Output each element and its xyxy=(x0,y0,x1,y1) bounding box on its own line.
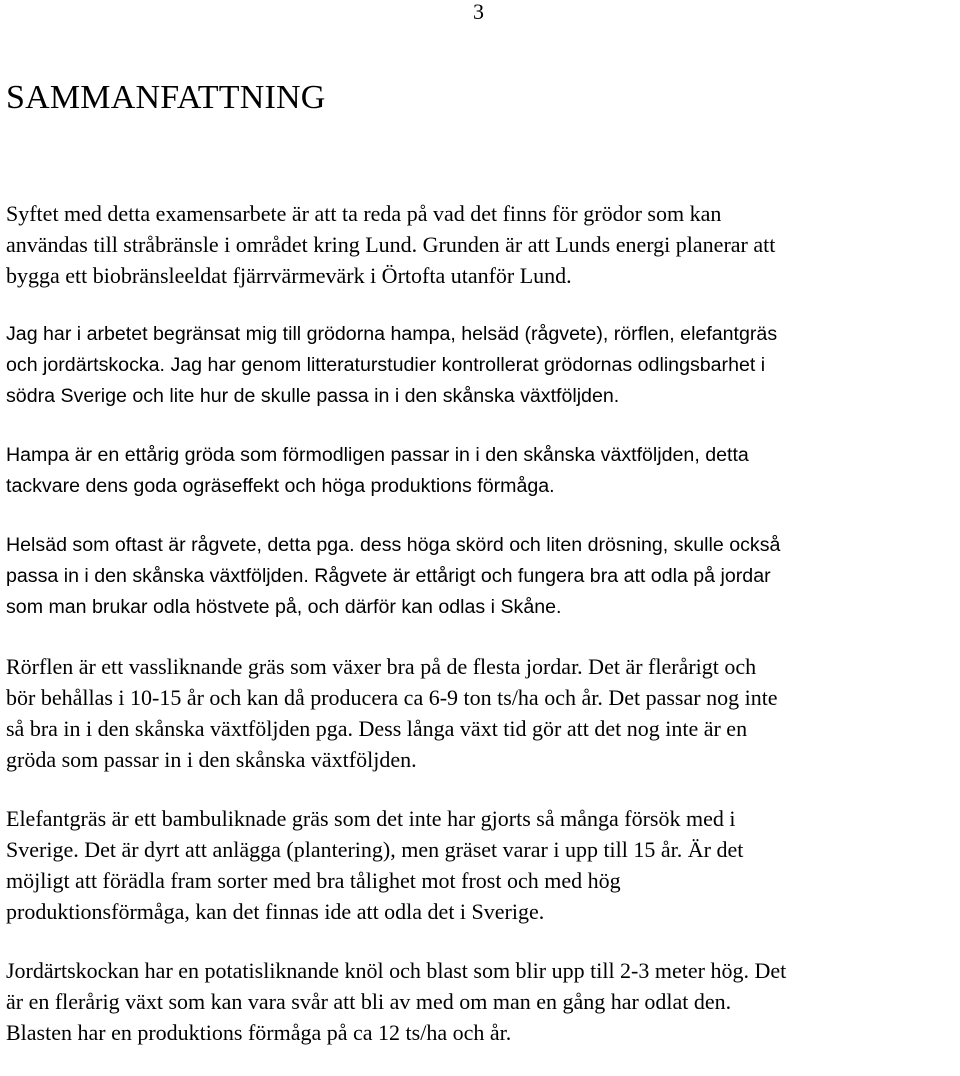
paragraph-purpose xyxy=(6,198,956,291)
text-line: tackvare dens goda ogräseffekt och höga produktions förmåga. xyxy=(6,475,555,497)
text-line: så bra in i den skånska växtföljden pga. Dess långa växt tid gör att det nog inte är en xyxy=(6,716,748,741)
text-line: och jordärtskocka. Jag har genom litteraturstudier kontrollerat grödornas odlingsbarhet i xyxy=(6,354,766,376)
paragraph-rorflen xyxy=(6,651,956,775)
text-line: användas till stråbränsle i området kring Lund. Grunden är att Lunds energi planerar att xyxy=(6,232,776,257)
text-line: Helsäd som oftast är rågvete, detta pga. dess höga skörd och liten drösning, skulle också xyxy=(6,534,781,556)
text-line: gröda som passar in i den skånska växtföljden. xyxy=(6,747,417,772)
text-line: som man brukar odla höstvete på, och därför kan odlas i Skåne. xyxy=(6,596,562,618)
text-line: är en flerårig växt som kan vara svår att bli av med om man en gång har odlat den. xyxy=(6,989,732,1014)
paragraph-helsad xyxy=(6,530,956,623)
paragraph-jordartskocka xyxy=(6,955,956,1048)
text-line: Jag har i arbetet begränsat mig till grödorna hampa, helsäd (rågvete), rörflen, elefantgräs xyxy=(6,323,778,345)
page-title: SAMMANFATTNING xyxy=(6,79,326,116)
text-line: bygga ett biobränsleeldat fjärrvärmevärk i Örtofta utanför Lund. xyxy=(6,263,572,288)
paragraph-hampa xyxy=(6,440,956,502)
text-line: Elefantgräs är ett bambuliknade gräs som det inte har gjorts så många försök med i xyxy=(6,806,736,831)
text-line: Rörflen är ett vassliknande gräs som växer bra på de flesta jordar. Det är flerårigt och xyxy=(6,654,757,679)
text-line: Blasten har en produktions förmåga på ca 12 ts/ha och år. xyxy=(6,1020,512,1045)
paragraph-scope xyxy=(6,319,956,412)
summary-body xyxy=(6,198,956,1076)
paragraph-elefantgras xyxy=(6,803,956,927)
text-line: Jordärtskockan har en potatisliknande knöl och blast som blir upp till 2-3 meter hög. Det xyxy=(6,958,787,983)
text-line: passa in i den skånska växtföljden. Rågvete är ettårigt och fungera bra att odla på jordar xyxy=(6,565,771,587)
text-line: möjligt att förädla fram sorter med bra tålighet mot frost och med hög xyxy=(6,868,621,893)
text-line: produktionsförmåga, kan det finnas ide att odla det i Sverige. xyxy=(6,899,545,924)
text-line: Hampa är en ettårig gröda som förmodligen passar in i den skånska växtföljden, detta xyxy=(6,444,749,466)
text-line: Sverige. Det är dyrt att anlägga (plantering), men gräset varar i upp till 15 år. Är det xyxy=(6,837,744,862)
text-line: södra Sverige och lite hur de skulle passa in i den skånska växtföljden. xyxy=(6,385,620,407)
text-line: Syftet med detta examensarbete är att ta reda på vad det finns för grödor som kan xyxy=(6,201,722,226)
page-number: 3 xyxy=(473,0,484,24)
text-line: bör behållas i 10-15 år och kan då producera ca 6-9 ton ts/ha och år. Det passar nog inte xyxy=(6,685,778,710)
